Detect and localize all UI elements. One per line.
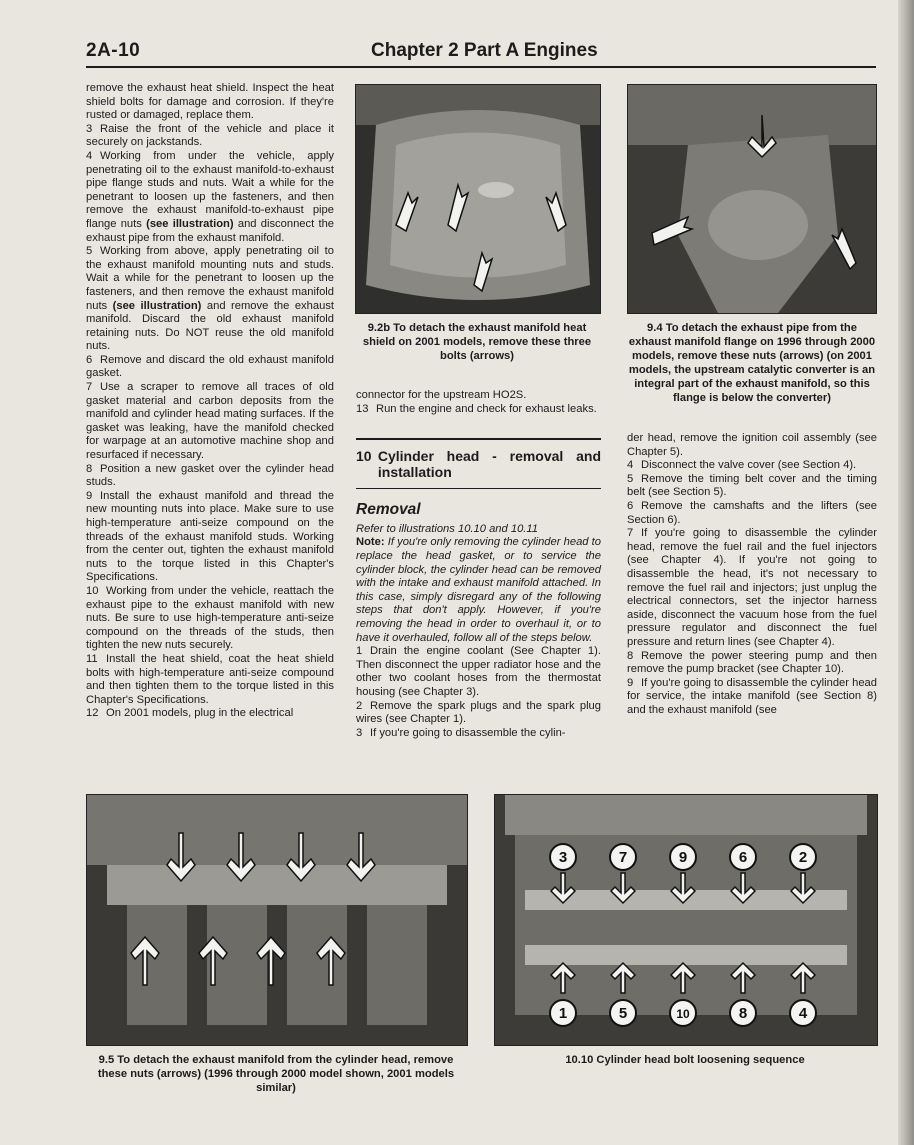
paragraph: 1 Drain the engine coolant (See Chapter 1). Then disconnect the upper radiator hose and the other two coolant hoses from the thermostat housing (see Chapter 3). <box>356 645 601 698</box>
bolt-sequence-number-top: 6 <box>738 849 748 866</box>
bolt-sequence-number-top: 9 <box>678 849 688 866</box>
chapter-title: Chapter 2 Part A Engines <box>371 40 598 61</box>
bolt-sequence-number-top: 3 <box>558 849 568 866</box>
illustration-reference: Refer to illustrations 10.10 and 10.11 <box>356 522 539 535</box>
bolt-sequence-number-bottom: 5 <box>618 1005 628 1022</box>
paragraph: 9 Install the exhaust manifold and thread the new mounting nuts into place. Make sure to use high-temperature anti-seize compound on the threads of the exhaust manifold studs. Working from the center out, tighten the exhaust manifold nuts to the torque listed in this Chapter's Specifications. <box>86 489 334 584</box>
text-column-1 <box>86 82 334 721</box>
paragraph: 13 Run the engine and check for exhaust leaks. <box>356 402 597 415</box>
section-rule-top <box>356 438 601 440</box>
bolt-sequence-number-bottom: 1 <box>558 1005 568 1022</box>
paragraph: 5 Working from above, apply penetrating oil to the exhaust manifold mounting nuts and studs. Wait a while for the penetrant to loosen up the fasteners, and then remove the exhaust manifold nuts (see illustration) and remove the exhaust manifold. Discard the old exhaust manifold retaining nuts. Do NOT reuse the old manifold nuts. <box>86 245 335 353</box>
page-edge <box>898 0 914 1145</box>
paragraph: der head, remove the ignition coil assembly (see Chapter 5). <box>627 432 877 458</box>
caption-fig-9-2b: 9.2b To detach the exhaust manifold heat shield on 2001 models, remove these three bolts (arrows) <box>362 322 592 362</box>
paragraph: 3 If you're going to disassemble the cylin- <box>356 726 566 739</box>
text-column-2 <box>356 389 601 740</box>
paragraph: 4 Disconnect the valve cover (see Section 4). <box>627 459 857 472</box>
paragraph: 8 Position a new gasket over the cylinder head studs. <box>86 462 334 489</box>
paragraph: 7 Use a scraper to remove all traces of old gasket material and carbon deposits from the manifold and cylinder head mating surfaces. If the gasket was leaking, have the manifold checked for warpage at an automotive machine shop and resurfaced if necessary. <box>86 381 334 462</box>
paragraph: 6 Remove and discard the old exhaust manifold gasket. <box>86 353 334 380</box>
bolt-sequence-number-top: 2 <box>798 849 808 866</box>
paragraph: 4 Working from under the vehicle, apply penetrating oil to the exhaust manifold-to-exhaust pipe flange studs and nuts. Wait a while for the penetrant to loosen up the fasteners, and then remove the exhaust manifold-to-exhaust pipe flange nuts (see illustration) and disconnect the exhaust pipe from the exhaust manifold. <box>86 149 335 244</box>
paragraph: 10 Working from under the vehicle, reattach the exhaust pipe to the exhaust manifold with new nuts. Be sure to use high-temperature anti-seize compound on the threads of the studs, then tighten the new nuts securely. <box>86 584 334 652</box>
bolt-sequence-number-bottom: 8 <box>738 1005 748 1022</box>
text-column-3 <box>627 432 877 717</box>
photo-cylinder-head-bolt-sequence <box>494 794 878 1046</box>
section-rule-bottom <box>356 488 601 490</box>
subheading-removal: Removal <box>356 501 421 519</box>
paragraph: 8 Remove the power steering pump and then remove the pump bracket (see Chapter 10). <box>627 649 877 676</box>
bolt-sequence-number-top: 7 <box>618 849 628 866</box>
paragraph: 9 If you're going to disassemble the cylinder head for service, the intake manifold (see Section 8) and the exhaust manifold (see <box>627 676 877 716</box>
paragraph: 5 Remove the timing belt cover and the timing belt (see Section 5). <box>627 472 877 499</box>
paragraph: 7 If you're going to disassemble the cylinder head, remove the fuel rail and the fuel injectors (see Chapter 4). If you're not going to disassemble the head, it's not necessary to remove the fuel rail and injectors; just unplug the electrical connectors, set the injector harness aside, disconnect the vacuum hose from the fuel pressure regulator and disconnect the fuel pressure and return lines (see Chapter 4). <box>627 527 877 648</box>
header-rule <box>86 66 876 68</box>
bolt-sequence-number-bottom: 4 <box>798 1005 808 1022</box>
photo-exhaust-manifold-nuts <box>86 794 468 1046</box>
bolt-sequence-number-bottom: 10 <box>676 1007 690 1021</box>
photo-exhaust-heat-shield <box>355 84 601 314</box>
paragraph: 11 Install the heat shield, coat the heat shield bolts with high-temperature anti-seize compound and then tighten them to the torque listed in this Chapter's Specifications. <box>86 652 334 706</box>
paragraph: 3 Raise the front of the vehicle and place it securely on jackstands. <box>86 122 334 149</box>
paragraph: 12 On 2001 models, plug in the electrical <box>86 707 294 720</box>
paragraph: remove the exhaust heat shield. Inspect the heat shield bolts for damage and corrosion. If they're rusted or damaged, replace them. <box>86 82 334 122</box>
caption-fig-9-4: 9.4 To detach the exhaust pipe from the exhaust manifold flange on 1996 through 2000 models, remove these nuts (arrows) (on 2001 models, the upstream catalytic converter is an integral part of the exhaust manifold, so this flange is below the converter) <box>628 322 876 404</box>
section-heading: 10 Cylinder head - removal and installation <box>356 447 601 480</box>
photo-exhaust-pipe-flange <box>627 84 877 314</box>
paragraph: 2 Remove the spark plugs and the spark plug wires (see Chapter 1). <box>356 699 601 726</box>
caption-fig-10-10: 10.10 Cylinder head bolt loosening sequence <box>565 1054 805 1066</box>
paragraph: 6 Remove the camshafts and the lifters (see Section 6). <box>627 499 877 526</box>
note-paragraph: Note: If you're only removing the cylinder head to replace the head gasket, or to service the cylinder block, the cylinder head can be removed with the intake and exhaust manifold attached. In this case, simply disregard any of the following steps that don't apply. However, if you're removing the head in order to overhaul it, or to have it overhauled, follow all of the steps below. <box>356 536 602 644</box>
page-number: 2A-10 <box>86 40 141 61</box>
paragraph: connector for the upstream HO2S. <box>356 389 527 401</box>
caption-fig-9-5: 9.5 To detach the exhaust manifold from the cylinder head, remove these nuts (arrows) (1996 through 2000 model shown, 2001 models similar) <box>97 1054 455 1094</box>
